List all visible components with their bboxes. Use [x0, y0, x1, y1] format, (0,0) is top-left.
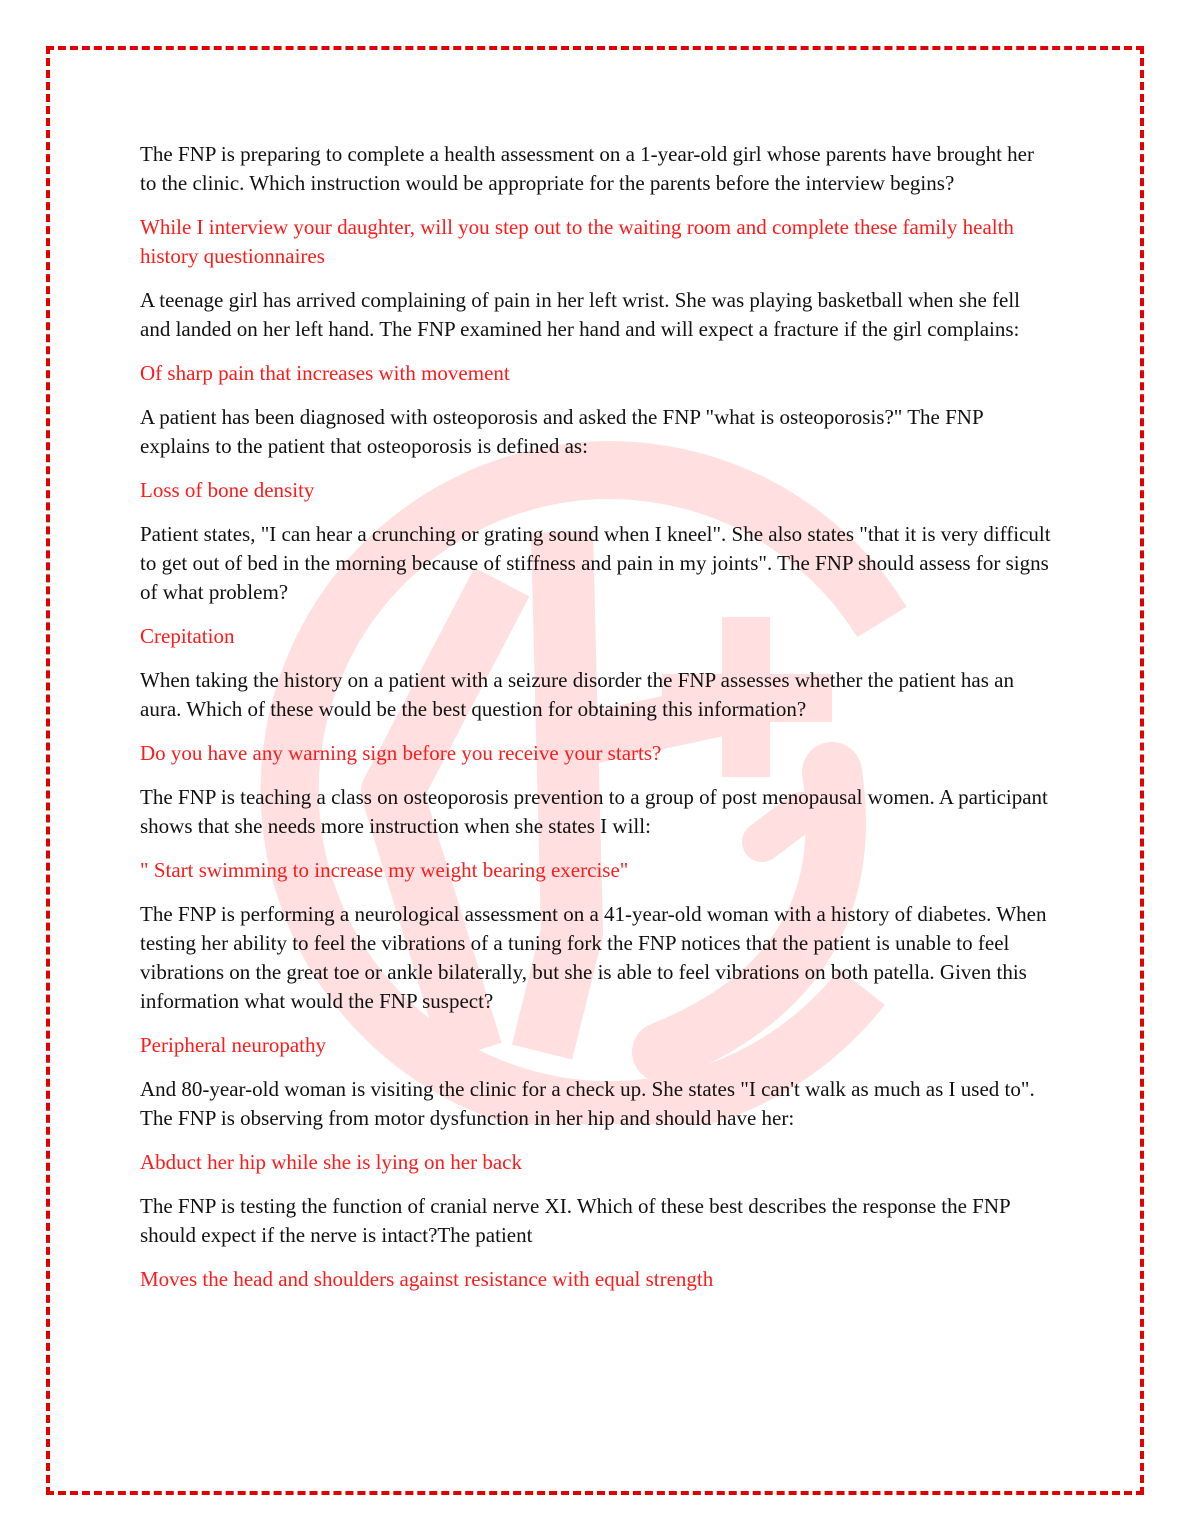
answer-text: Abduct her hip while she is lying on her back	[140, 1150, 522, 1174]
question-text: The FNP is performing a neurological assessment on a 41-year-old woman with a history of diabetes. When testing her ability to feel the vibrations of a tuning fork the FNP notices that the patient is unable to feel vibrations on the great toe or ankle bilaterally, but she is able to feel vibrations on both patella. Given this information what would the FNP suspect?	[140, 902, 1047, 1013]
answer-text: While I interview your daughter, will you step out to the waiting room and complete these family health history questionnaires	[140, 215, 1014, 268]
answer-text: Peripheral neuropathy	[140, 1033, 327, 1057]
answer-text: Of sharp pain that increases with movement	[140, 361, 510, 385]
question-text: When taking the history on a patient with a seizure disorder the FNP assesses whether the patient has an aura. Which of these would be the best question for obtaining this information?	[140, 668, 1014, 721]
answer-text: " Start swimming to increase my weight bearing exercise"	[140, 858, 629, 882]
question-text: Patient states, "I can hear a crunching or grating sound when I kneel". She also states "that it is very difficult to get out of bed in the morning because of stiffness and pain in my joints". The FNP should assess for signs of what problem?	[140, 522, 1051, 604]
question-text: A teenage girl has arrived complaining of pain in her left wrist. She was playing basketball when she fell and landed on her left hand. The FNP examined her hand and will expect a fracture if the girl complains:	[140, 288, 1021, 341]
question-text: The FNP is teaching a class on osteoporosis prevention to a group of post menopausal women. A participant shows that she needs more instruction when she states I will:	[140, 785, 1048, 838]
question-text: The FNP is preparing to complete a health assessment on a 1-year-old girl whose parents have brought her to the clinic. Which instruction would be appropriate for the parents before the interview begins?	[140, 142, 1034, 195]
question-text: A patient has been diagnosed with osteoporosis and asked the FNP "what is osteoporosis?" The FNP explains to the patient that osteoporosis is defined as:	[140, 405, 983, 458]
qa-list	[140, 140, 1055, 1309]
answer-text: Loss of bone density	[140, 478, 315, 502]
answer-text: Moves the head and shoulders against resistance with equal strength	[140, 1267, 714, 1291]
answer-text: Do you have any warning sign before you receive your starts?	[140, 741, 662, 765]
question-text: The FNP is testing the function of cranial nerve XI. Which of these best describes the response the FNP should expect if the nerve is intact?The patient	[140, 1194, 1010, 1247]
answer-text: Crepitation	[140, 624, 235, 648]
question-text: And 80-year-old woman is visiting the clinic for a check up. She states "I can't walk as much as I used to". The FNP is observing from motor dysfunction in her hip and should have her:	[140, 1077, 1035, 1130]
